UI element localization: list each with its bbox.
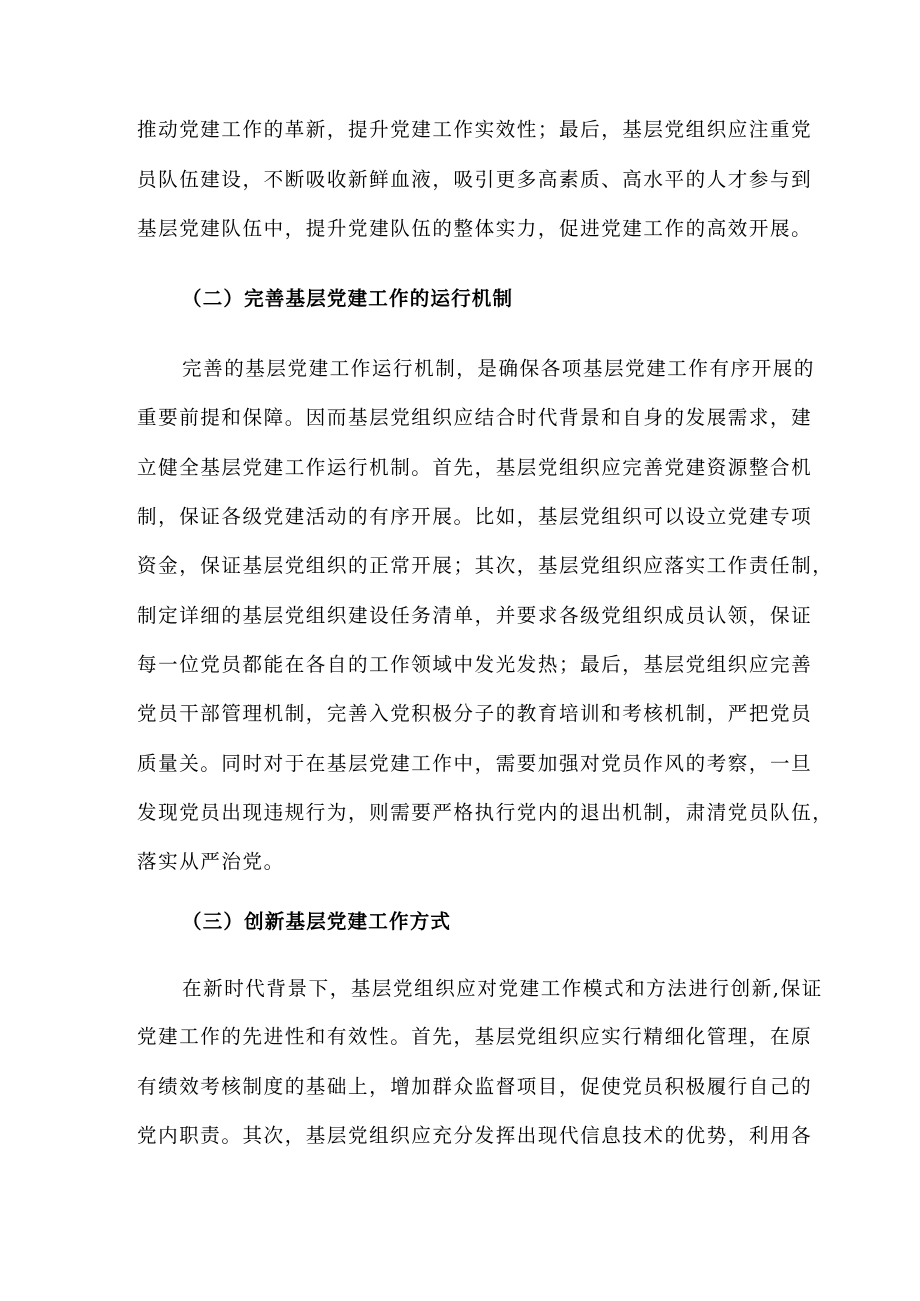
paragraph-line: 推动党建工作的革新，提升党建工作实效性；最后，基层党组织应注重党 <box>137 118 813 141</box>
paragraph-line: 资金，保证基层党组织的正常开展；其次，基层党组织应落实工作责任制， <box>137 554 834 577</box>
paragraph-line: 制定详细的基层党组织建设任务清单，并要求各级党组织成员认领，保证 <box>137 604 813 627</box>
paragraph-line: 发现党员出现违规行为，则需要严格执行党内的退出机制，肃清党员队伍， <box>137 801 834 824</box>
paragraph-line: 每一位党员都能在各自的工作领域中发光发热；最后，基层党组织应完善 <box>137 653 813 676</box>
paragraph-line: 完善的基层党建工作运行机制，是确保各项基层党建工作有序开展的 <box>182 357 816 380</box>
paragraph-line: 落实从严治党。 <box>137 850 285 873</box>
section-heading: （二）完善基层党建工作的运行机制 <box>182 287 514 310</box>
paragraph-line: 党员干部管理机制，完善入党积极分子的教育培训和考核机制，严把党员 <box>137 702 813 725</box>
paragraph-line: 制，保证各级党建活动的有序开展。比如，基层党组织可以设立党建专项 <box>137 505 813 528</box>
section-heading: （三）创新基层党建工作方式 <box>182 910 452 933</box>
paragraph-line: 重要前提和保障。因而基层党组织应结合时代背景和自身的发展需求，建 <box>137 406 813 429</box>
paragraph-line: 基层党建队伍中，提升党建队伍的整体实力，促进党建工作的高效开展。 <box>137 217 813 240</box>
paragraph-line: 立健全基层党建工作运行机制。首先，基层党组织应完善党建资源整合机 <box>137 456 813 479</box>
paragraph-line: 员队伍建设，不断吸收新鲜血液，吸引更多高素质、高水平的人才参与到 <box>137 168 813 191</box>
paragraph-line: 质量关。同时对于在基层党建工作中，需要加强对党员作风的考察，一旦 <box>137 752 813 775</box>
paragraph-line: 党建工作的先进性和有效性。首先，基层党组织应实行精细化管理，在原 <box>137 1025 813 1048</box>
paragraph-line: 党内职责。其次，基层党组织应充分发挥出现代信息技术的优势，利用各 <box>137 1124 813 1147</box>
paragraph-line: 有绩效考核制度的基础上，增加群众监督项目，促使党员积极履行自己的 <box>137 1075 813 1098</box>
paragraph-line: 在新时代背景下，基层党组织应对党建工作模式和方法进行创新,保证 <box>182 977 823 1000</box>
